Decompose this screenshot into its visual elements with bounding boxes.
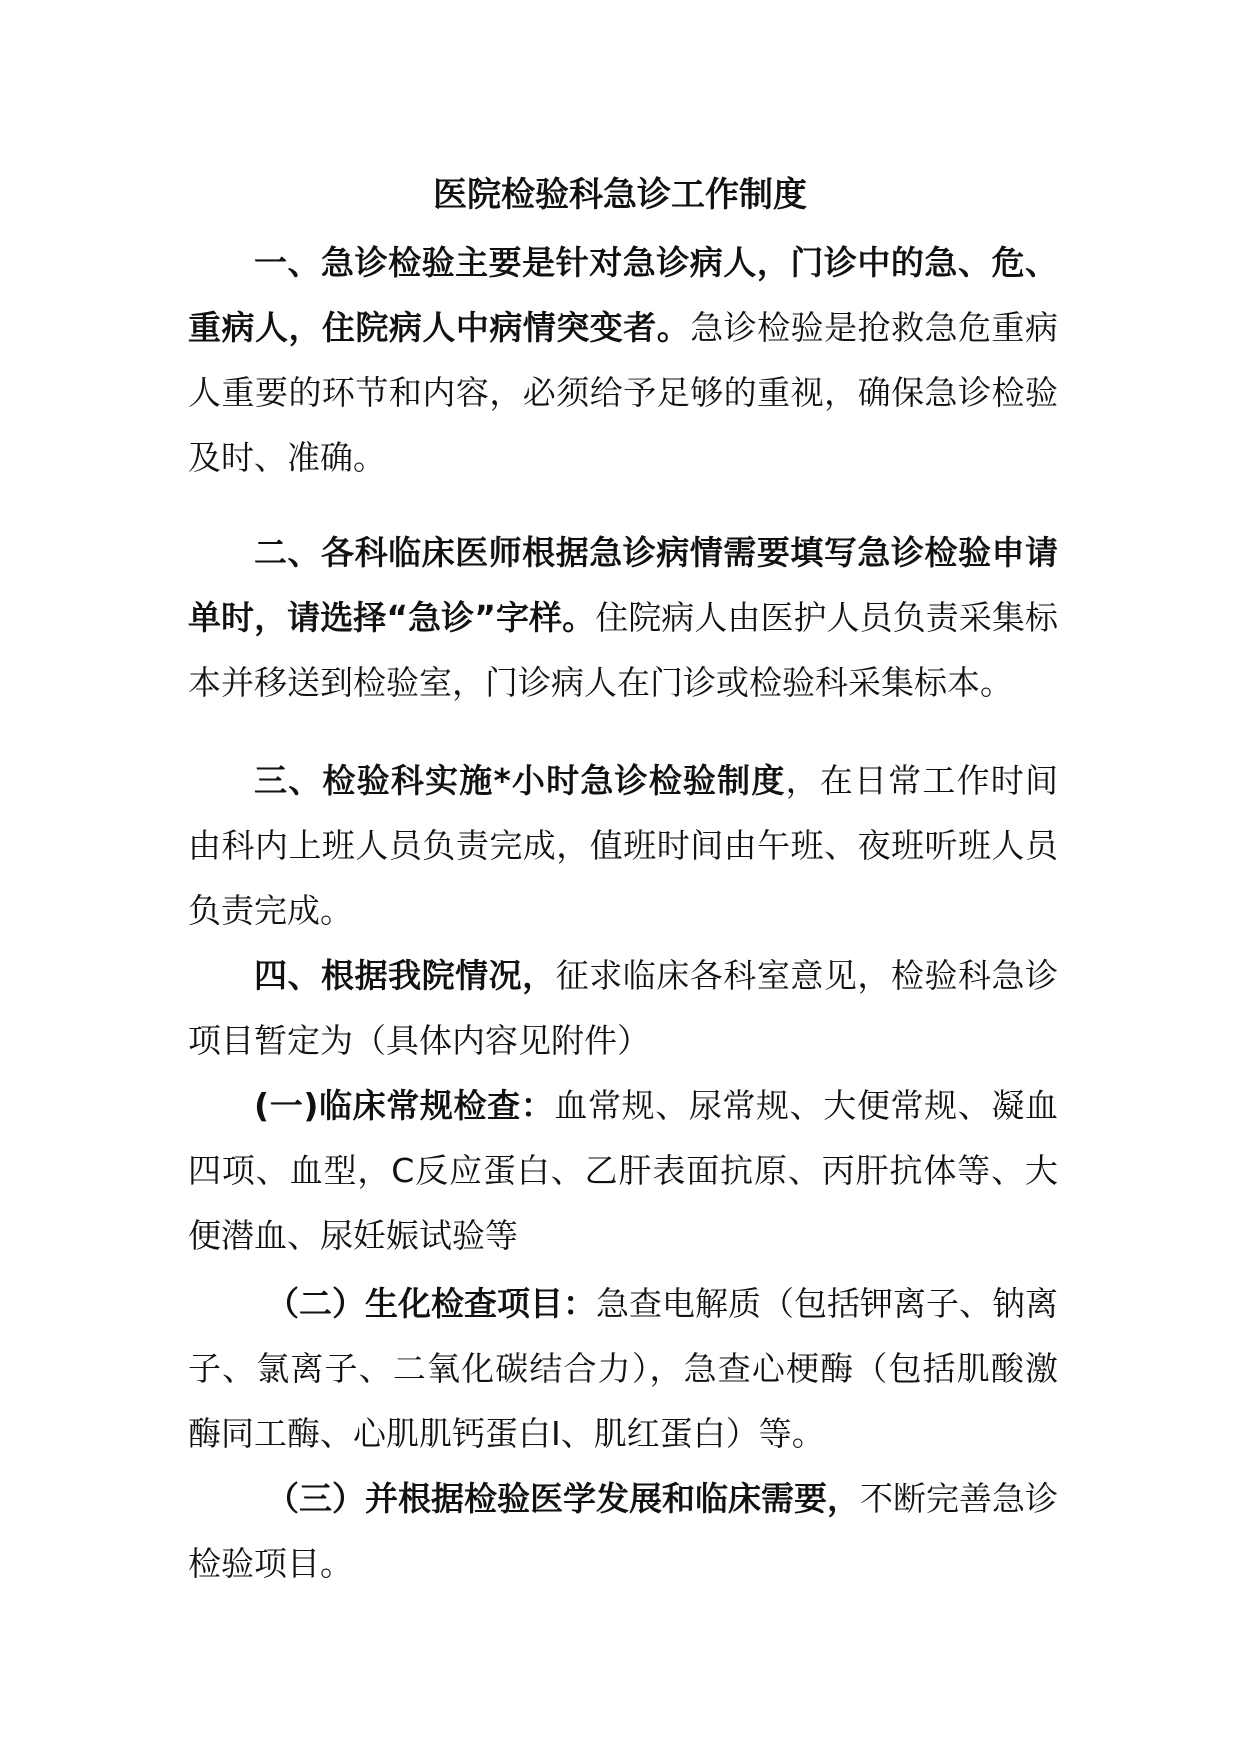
paragraph-6-body: 急查电解质（包括钾离子、钠离子、氯离子、二氧化碳结合力），急查心梗酶（包括肌酸激酶同工酶、心肌肌钙蛋白I、肌红蛋白）等。 bbox=[188, 1284, 1058, 1453]
paragraph-1-body: 急诊检验是抢救急危重病人重要的环节和内容，必须给予足够的重视，确保急诊检验及时、准确。 bbox=[188, 308, 1059, 477]
paragraph-4-body: 征求临床各科室意见，检验科急诊项目暂定为（具体内容见附件） bbox=[188, 956, 1059, 1060]
paragraph-4-lead: 四、根据我院情况， bbox=[254, 956, 556, 995]
paragraph-3-lead: 三、检验科实施*小时急诊检验制度 bbox=[254, 761, 786, 800]
paragraph-7-body: 不断完善急诊检验项目。 bbox=[188, 1479, 1058, 1583]
paragraph-1-lead: 一、急诊检验主要是针对急诊病人，门诊中的急、危、重病人，住院病人中病情突变者。 bbox=[188, 243, 1058, 347]
paragraph-1 bbox=[188, 230, 1058, 490]
paragraph-2-body: 住院病人由医护人员负责采集标本并移送到检验室，门诊病人在门诊或检验科采集标本。 bbox=[188, 598, 1058, 702]
paragraph-4 bbox=[188, 943, 1058, 1073]
paragraph-7 bbox=[188, 1466, 1058, 1596]
paragraph-2-lead: 二、各科临床医师根据急诊病情需要填写急诊检验申请单时，请选择“急诊”字样。 bbox=[188, 533, 1058, 637]
paragraph-5-body: 血常规、尿常规、大便常规、凝血四项、血型，C反应蛋白、乙肝表面抗原、丙肝抗体等、大便潜血、尿妊娠试验等 bbox=[188, 1086, 1058, 1255]
paragraph-5-lead: (一)临床常规检查： bbox=[254, 1086, 555, 1125]
paragraph-2 bbox=[188, 520, 1058, 715]
paragraph-7-lead: （三）并根据检验医学发展和临床需要， bbox=[266, 1479, 860, 1518]
paragraph-3-body: ，在日常工作时间由科内上班人员负责完成，值班时间由午班、夜班听班人员负责完成。 bbox=[188, 761, 1059, 930]
paragraph-6-lead: （二）生化检查项目： bbox=[266, 1284, 596, 1323]
paragraph-5 bbox=[188, 1073, 1058, 1268]
paragraph-3 bbox=[188, 748, 1058, 943]
paragraph-6 bbox=[188, 1271, 1058, 1466]
page-title: 医院检验科急诊工作制度 bbox=[433, 175, 807, 215]
